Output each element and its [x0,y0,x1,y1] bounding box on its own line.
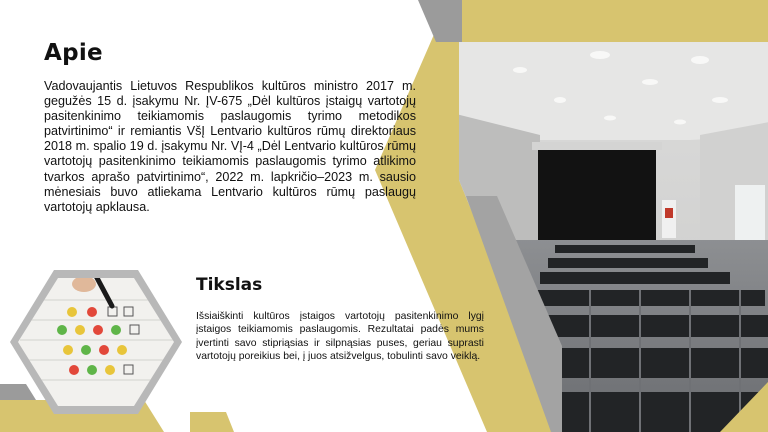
about-paragraph: Vadovaujantis Lietuvos Respublikos kultūros ministro 2017 m. gegužės 15 d. įsakymu Nr. ĮV-675 „Dėl kultūros įstaigų vartotojų pasitenkinimo teikiamomis paslaugomis tyrimo metodikos patvirtinimo“ ir remiantis VšĮ Lentvario kultūros rūmų direktoriaus 2018 m. spalio 19 d. įsakymu Nr. VĮ-4 „Dėl Lentvario kultūros rūmų vartotojų pasitenkinimo teikiamomis paslaugomis tyrimo atlikimo tvarkos aprašo patvirtinimo“, 2022 m. lapkričio–2023 m. sausio mėnesiais buvo atliekama Lentvario kultūros rūmų paslaugų vartotojų apklausa. [44,79,416,214]
gray-stripe-top [418,0,462,42]
goal-title: Tikslas [196,275,263,295]
goal-paragraph: Išsiaiškinti kultūros įstaigos vartotojų pasitenkinimo lygį įstaigos teikiamomis paslaugomis. Rezultatai padės mums įvertinti savo stipriąsias ir silpnąsias puses, geriau suprasti vartotojų poreikius bei, į juos atsižvelgus, tobulinti savo veiklą. [196,311,484,363]
survey-emoji-photo [10,270,180,415]
about-title: Apie [44,40,103,66]
yellow-shape-bottom-mid [190,412,234,432]
